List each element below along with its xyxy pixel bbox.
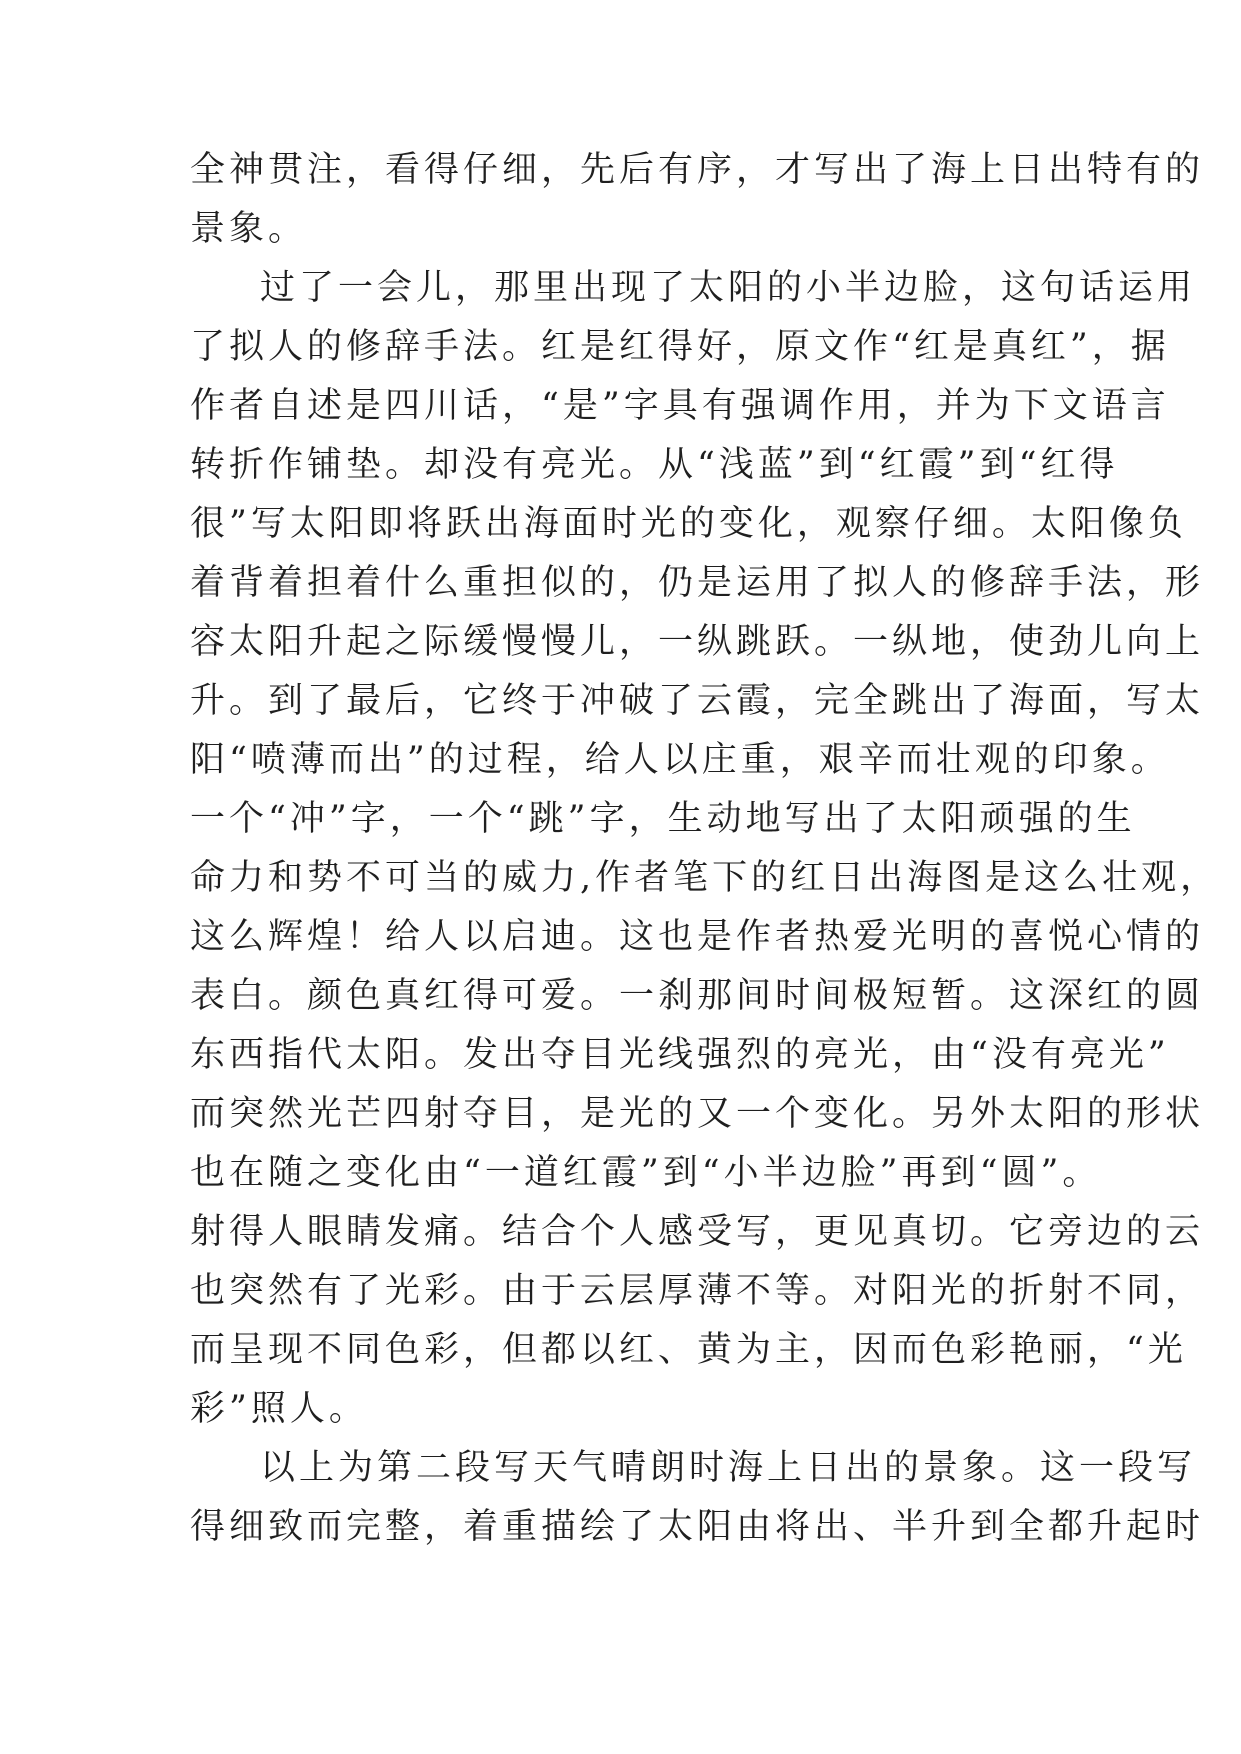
text-line: 而突然光芒四射夺目，是光的又一个变化。另外太阳的形状 bbox=[190, 1094, 1205, 1134]
text-line: 着背着担着什么重担似的，仍是运用了拟人的修辞手法，形 bbox=[190, 563, 1205, 603]
text-line: 而呈现不同色彩，但都以红、黄为主，因而色彩艳丽，“光 bbox=[190, 1330, 1187, 1370]
text-line: 得细致而完整，着重描绘了太阳由将出、半升到全都升起时 bbox=[190, 1507, 1205, 1547]
paragraph-start-line: 过了一会儿，那里出现了太阳的小半边脸，这句话运用 bbox=[260, 268, 1197, 308]
text-line: 东西指代太阳。发出夺目光线强烈的亮光，由“没有亮光” bbox=[190, 1035, 1170, 1075]
text-line: 升。到了最后，它终于冲破了云霞，完全跳出了海面，写太 bbox=[190, 681, 1205, 721]
text-line: 了拟人的修辞手法。红是红得好，原文作“红是真红”，据 bbox=[190, 327, 1170, 367]
text-line: 很”写太阳即将跃出海面时光的变化，观察仔细。太阳像负 bbox=[190, 504, 1187, 544]
body-text bbox=[190, 141, 1220, 1557]
text-line: 阳“喷薄而出”的过程，给人以庄重，艰辛而壮观的印象。 bbox=[190, 740, 1170, 780]
text-line: 转折作铺垫。却没有亮光。从“浅蓝”到“红霞”到“红得 bbox=[190, 445, 1119, 485]
text-line: 作者自述是四川话，“是”字具有强调作用，并为下文语言 bbox=[190, 386, 1170, 426]
text-line: 全神贯注，看得仔细，先后有序，才写出了海上日出特有的 bbox=[190, 150, 1205, 190]
text-line: 命力和势不可当的威力,作者笔下的红日出海图是这么壮观， bbox=[190, 858, 1220, 898]
text-line: 射得人眼睛发痛。结合个人感受写，更见真切。它旁边的云 bbox=[190, 1212, 1205, 1252]
text-line: 表白。颜色真红得可爱。一刹那间时间极短暂。这深红的圆 bbox=[190, 976, 1205, 1016]
paragraph-start-line: 以上为第二段写天气晴朗时海上日出的景象。这一段写 bbox=[260, 1448, 1197, 1488]
text-line: 也在随之变化由“一道红霞”到“小半边脸”再到“圆”。 bbox=[190, 1153, 1102, 1193]
text-line: 容太阳升起之际缓慢慢儿，一纵跳跃。一纵地，使劲儿向上 bbox=[190, 622, 1205, 662]
text-line: 这么辉煌！给人以启迪。这也是作者热爱光明的喜悦心情的 bbox=[190, 917, 1205, 957]
text-line: 彩”照人。 bbox=[190, 1389, 368, 1429]
text-line: 也突然有了光彩。由于云层厚薄不等。对阳光的折射不同， bbox=[190, 1271, 1205, 1311]
text-line: 景象。 bbox=[190, 209, 308, 249]
text-line: 一个“冲”字，一个“跳”字，生动地写出了太阳顽强的生 bbox=[190, 799, 1136, 839]
